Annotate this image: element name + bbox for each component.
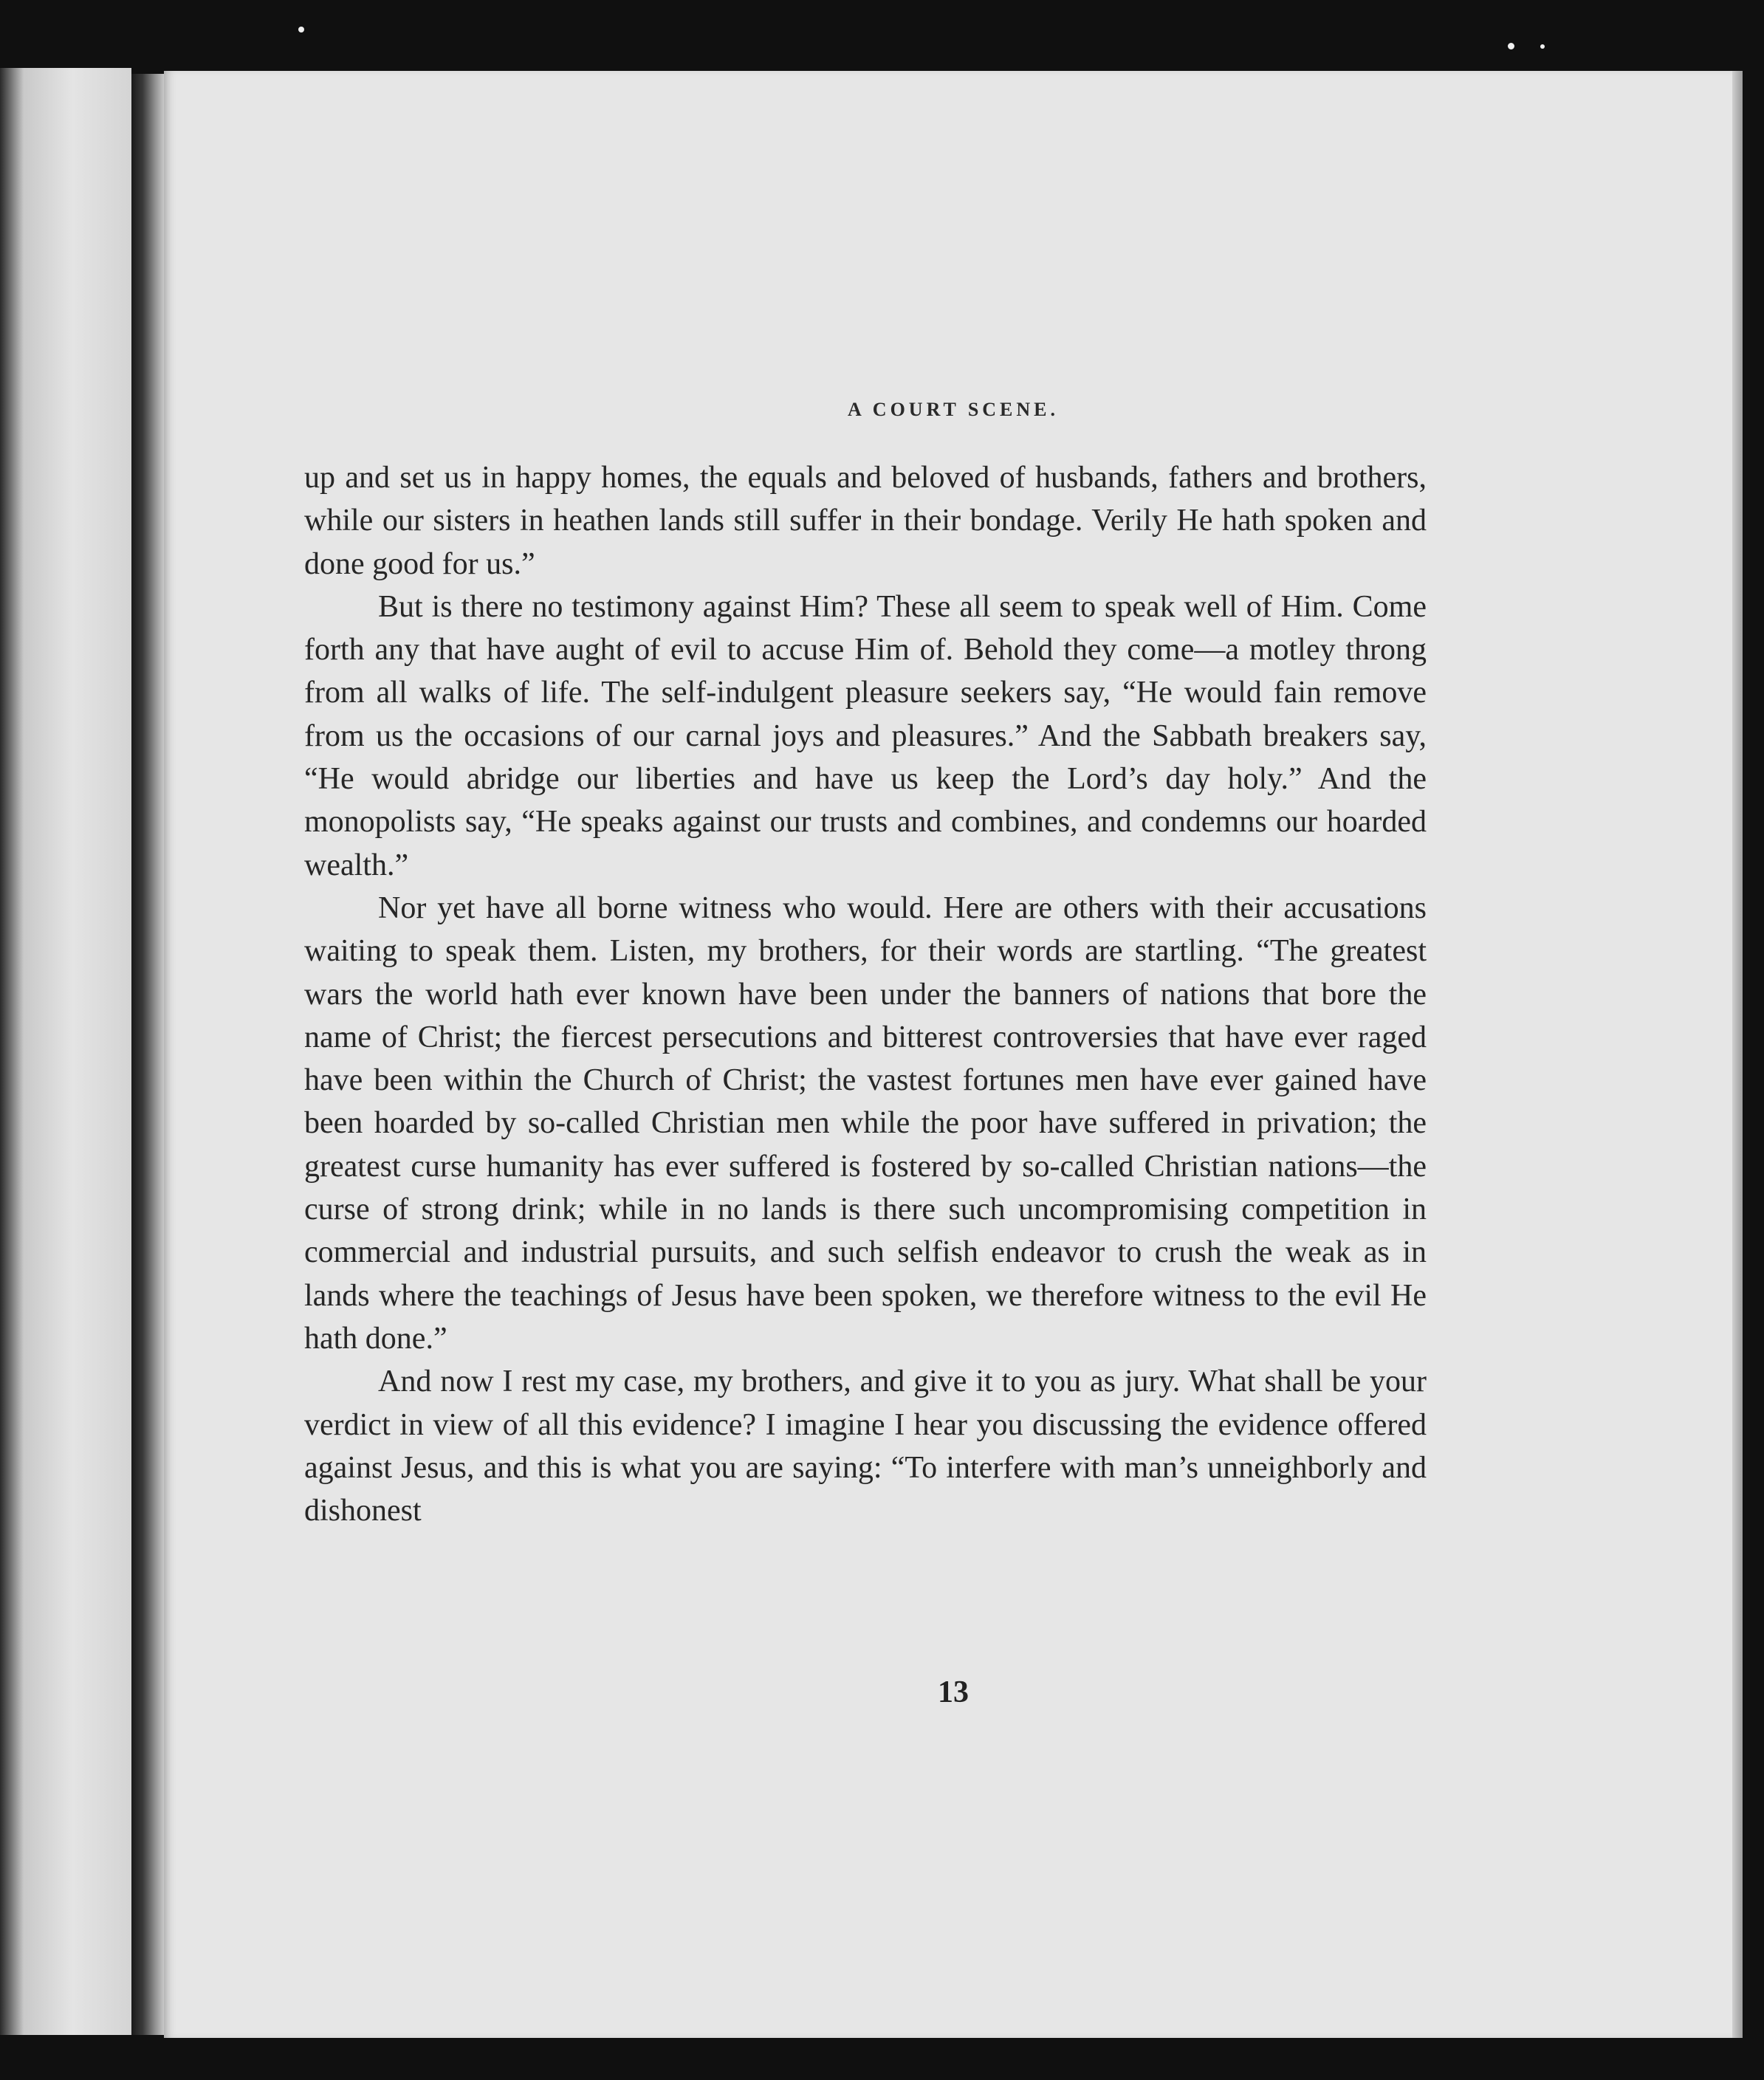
scan-speck bbox=[298, 27, 304, 32]
scan-speck bbox=[1540, 44, 1545, 49]
running-head: A COURT SCENE. bbox=[847, 399, 1060, 420]
paragraph-continuation: up and set us in happy homes, the equals and beloved of husbands, fathers and brothers, while our sisters in heathen lands still suffer in their bondage. Verily He hath spoken and done good for us.” bbox=[304, 461, 1427, 581]
paragraph-verdict: And now I rest my case, my brothers, and give it to you as jury. What shall be your verdict in view of all this evidence? I imagine I hear you discussing the evidence offered against Jesus, and this is what you are saying: “To interfere with man’s unneighborly and dishonest bbox=[304, 1365, 1427, 1528]
body-text bbox=[304, 456, 1427, 1532]
page-number: 13 bbox=[938, 1675, 969, 1709]
page-fore-edge bbox=[1732, 71, 1743, 2038]
binding-gutter-shadow bbox=[131, 74, 164, 2035]
scan-speck bbox=[1508, 43, 1514, 49]
paragraph-testimony: But is there no testimony against Him? These all seem to speak well of Him. Come forth any that have aught of evil to accuse Him of. Behold they come—a motley throng from all walks of life. The self-indulgent pleasure seekers say, “He would fain remove from us the occasions of our carnal joys and pleasures.” And the Sabbath breakers say, “He would abridge our liberties and have us keep the Lord’s day holy.” And the monopolists say, “He speaks against our trusts and combines, and condemns our hoarded wealth.” bbox=[304, 589, 1427, 882]
facing-page-edge bbox=[0, 68, 131, 2035]
paragraph-accusations: Nor yet have all borne witness who would. Here are others with their accusations waiting to speak them. Listen, my brothers, for their words are startling. “The greatest wars the world hath ever known have been under the banners of nations that bore the name of Christ; the fiercest persecutions and bitterest controversies that have ever raged have been within the Church of Christ; the vastest fortunes men have ever gained have been hoarded by so-called Christian men while the poor have suffered in privation; the greatest curse humanity has ever suffered is fostered by so-called Christian nations—the curse of strong drink; while in no lands is there such uncompromising competition in commercial and industrial pursuits, and such selfish endeavor to crush the weak as in lands where the teachings of Jesus have been spoken, we therefore witness to the evil He hath done.” bbox=[304, 890, 1427, 1356]
